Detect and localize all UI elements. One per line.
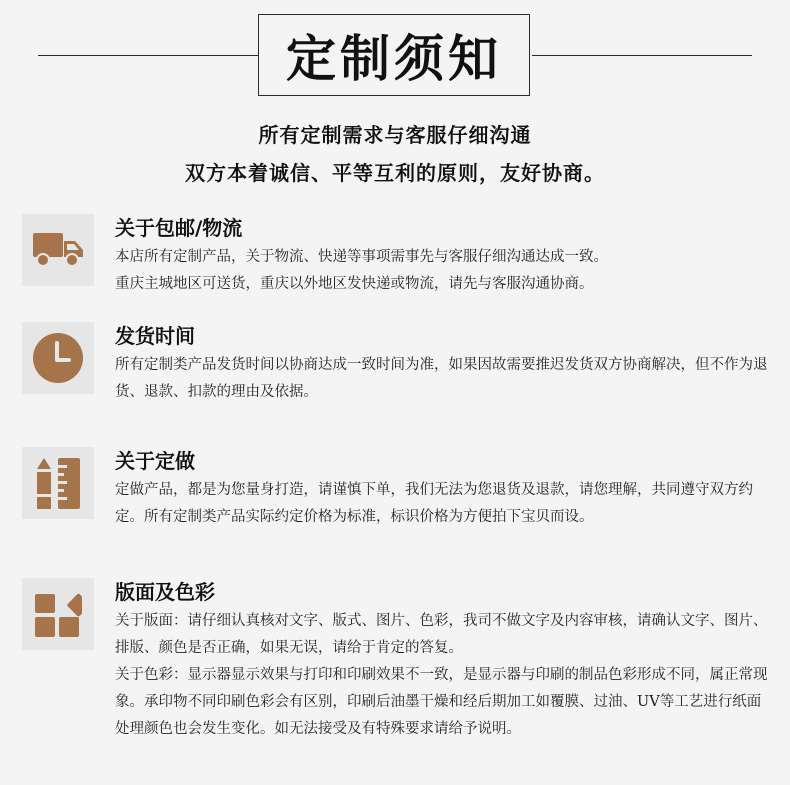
section-title: 发货时间 [115, 324, 195, 348]
intro [0, 116, 790, 192]
title-box [258, 14, 530, 96]
truck-icon [32, 230, 84, 270]
section-content [115, 322, 770, 406]
section-content [115, 214, 770, 298]
section-title: 版面及色彩 [115, 580, 215, 604]
icon-box [22, 214, 94, 286]
layout-icon [34, 590, 82, 638]
paragraph: 本店所有定制产品，关于物流、快递等事项需事先与客服仔细沟通达成一致。 [115, 249, 608, 265]
paragraph: 重庆主城地区可送货，重庆以外地区发快递或物流，请先与客服沟通协商。 [115, 276, 594, 292]
header-rule-right [532, 55, 752, 56]
header [0, 14, 790, 98]
intro-line-1: 所有定制需求与客服仔细沟通 [258, 123, 532, 147]
tools-icon [33, 455, 83, 511]
paragraph: 关于色彩：显示器显示效果与打印和印刷效果不一致，是显示器与印刷的制品色彩形成不同，属正常现象。承印物不同印刷色彩会有区别，印刷后油墨干燥和经后期加工如覆膜、过油、UV等工艺进行纸面处理颜色也会发生变化。如无法接受及有特殊要求请给予说明。 [115, 667, 768, 737]
section-title: 关于定做 [115, 449, 195, 473]
page-title: 定制须知 [286, 29, 502, 88]
icon-box [22, 447, 94, 519]
intro-line-2: 双方本着诚信、平等互利的原则，友好协商。 [185, 161, 605, 185]
paragraph: 所有定制类产品发货时间以协商达成一致时间为准，如果因故需要推迟发货双方协商解决，但不作为退货、退款、扣款的理由及依据。 [115, 357, 768, 400]
paragraph: 关于版面：请仔细认真核对文字、版式、图片、色彩，我司不做文字及内容审核，请确认文字、图片、排版、颜色是否正确，如果无误，请给于肯定的答复。 [115, 613, 768, 656]
icon-box [22, 578, 94, 650]
section-title: 关于包邮/物流 [115, 216, 243, 240]
section-content [115, 578, 770, 743]
clock-icon [32, 332, 84, 384]
header-rule-left [38, 55, 258, 56]
paragraph: 定做产品，都是为您量身打造，请谨慎下单，我们无法为您退货及退款，请您理解，共同遵守双方约定。所有定制类产品实际约定价格为标准，标识价格为方便拍下宝贝而设。 [115, 482, 753, 525]
icon-box [22, 322, 94, 394]
section-content [115, 447, 770, 531]
